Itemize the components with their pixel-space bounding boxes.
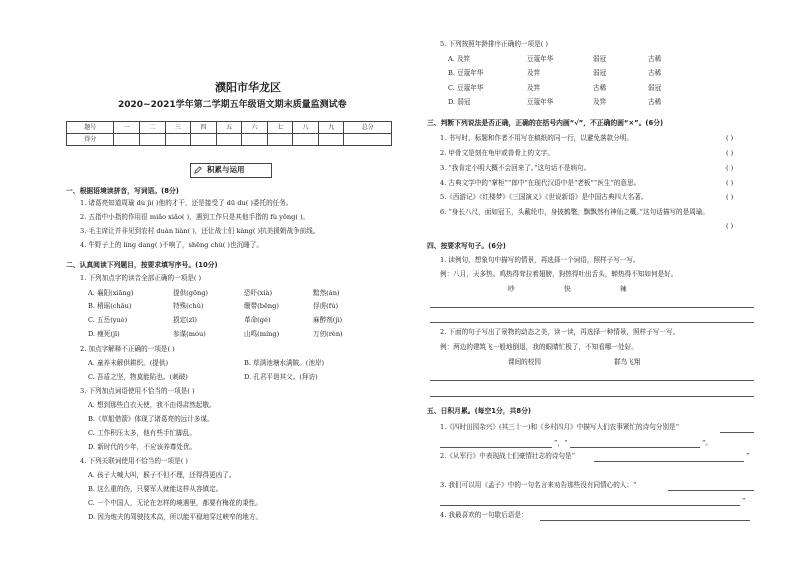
score-input-cell[interactable] bbox=[191, 134, 217, 146]
q2-option[interactable]: D. 孔君平诣其父。(拜访) bbox=[244, 373, 318, 381]
exam-region-title: 濮阳市华龙区 bbox=[215, 81, 281, 94]
s4-word: 课间的校园 bbox=[508, 358, 541, 366]
q1-option[interactable]: B. 稍瑶(chāu) bbox=[88, 302, 132, 310]
score-input-cell[interactable] bbox=[344, 134, 392, 146]
q2-option[interactable]: C. 吾盾之坚，物莫能陷也。(刺破) bbox=[88, 373, 188, 381]
s1-line[interactable]: 4. 牛野子上的 líng dang( )不响了，shēng chù( )也沉睡了。 bbox=[80, 241, 263, 249]
pencil-icon bbox=[194, 166, 202, 174]
s3-bracket[interactable]: ( ) bbox=[726, 222, 734, 230]
s3-item: 1. 书写时，标题和作者不用写在稿纸的同一行，以避免落款分明。 bbox=[440, 134, 634, 142]
score-cell: 总分 bbox=[344, 122, 392, 134]
score-input-cell[interactable] bbox=[318, 134, 344, 146]
score-cell: 六 bbox=[242, 122, 268, 134]
q1-option[interactable]: 黯然(àn) bbox=[313, 289, 340, 297]
q1-option[interactable]: 提供(gōng) bbox=[173, 289, 208, 297]
q1-option[interactable]: 俘虏(fú) bbox=[313, 302, 339, 310]
score-cell: 八 bbox=[293, 122, 319, 134]
answer-line[interactable] bbox=[440, 447, 552, 448]
s3-bracket[interactable]: ( ) bbox=[726, 193, 734, 201]
score-table-header-row bbox=[67, 122, 392, 134]
answer-line[interactable] bbox=[668, 490, 754, 491]
score-cell: 三 bbox=[165, 122, 191, 134]
q5-option[interactable]: 豆蔻年华 bbox=[527, 55, 554, 63]
q3-stem: 3. 下列加点词语使用不恰当的一项是( ) bbox=[80, 387, 195, 395]
q1-option[interactable]: A. 襄阳(xiāng) bbox=[88, 289, 134, 297]
q1-option[interactable]: 参谋(móu) bbox=[173, 330, 206, 338]
score-cell: 题号 bbox=[67, 122, 114, 134]
answer-line[interactable] bbox=[430, 307, 754, 308]
section-3-heading: 三、判断下列说法是否正确，正确的在括号内画“√”，不正确的画“×”。(6分) bbox=[427, 119, 664, 127]
q5-option[interactable]: D. 弱冠 bbox=[448, 98, 471, 106]
score-cell: 得分 bbox=[67, 134, 114, 146]
q5-option[interactable]: 古稀 bbox=[648, 98, 662, 106]
banner-label: 积累与运用 bbox=[207, 165, 245, 174]
score-cell: 九 bbox=[318, 122, 344, 134]
answer-line[interactable] bbox=[570, 447, 700, 448]
s4-word: 吵 bbox=[508, 285, 515, 293]
answer-line[interactable] bbox=[430, 322, 754, 323]
q1-option[interactable]: 损定(zī) bbox=[173, 316, 197, 324]
q1-option[interactable]: 万仞(rèn) bbox=[313, 330, 343, 338]
q1-option[interactable]: 麻醉剂(jì) bbox=[313, 316, 343, 324]
q5-option[interactable]: 古稀 bbox=[648, 55, 662, 63]
q5-option[interactable]: B. 豆蔻年华 bbox=[448, 69, 484, 77]
s4-word: 快 bbox=[564, 285, 571, 293]
s1-line[interactable]: 1. 诸葛亮知道周瑜 dù jì( )他的才干，还是接受了 dū du( )委托的任务。 bbox=[80, 199, 293, 207]
q4-option[interactable]: A. 孩子大喊大叫，猴子不但不理，还得得更凶了。 bbox=[88, 471, 236, 479]
score-input-cell[interactable] bbox=[267, 134, 293, 146]
s5-item: 4. 我最喜欢的一句歇后语是： bbox=[440, 511, 528, 519]
q5-option[interactable]: 弱冠 bbox=[593, 55, 607, 63]
q2-option[interactable]: A. 童养未解供耕织。(提供) bbox=[88, 359, 169, 367]
score-table-score-row bbox=[67, 134, 392, 146]
score-cell: 四 bbox=[191, 122, 217, 134]
q1-option[interactable]: 特殊(chǔ) bbox=[173, 302, 204, 310]
section-1-heading: 一、根据语境读拼音，写词语。(8分) bbox=[66, 187, 179, 195]
q1-option[interactable]: C. 五岳(yuè) bbox=[88, 316, 128, 324]
answer-line[interactable] bbox=[540, 520, 750, 521]
q5-option[interactable]: 及笄 bbox=[527, 84, 541, 92]
s1-line[interactable]: 2. 五指中小指的作用很 miǎo xiǎo( )，遇到工作只是其他手指的 fù yōng( )。 bbox=[80, 213, 310, 221]
q5-option[interactable]: 弱冠 bbox=[593, 69, 607, 77]
s3-item: 3. “我肯定小明大概不会回来了。”这句话不是病句。 bbox=[440, 164, 591, 172]
s1-line[interactable]: 3. 毛主席让并非见到农村 duàn liàn( )，还让战士们 kàng( )抗美援朝战争前线。 bbox=[80, 227, 320, 235]
score-input-cell[interactable] bbox=[165, 134, 191, 146]
s3-item: 2. 甲骨文是刻在龟甲或兽骨上的文字。 bbox=[440, 149, 554, 157]
s5-item: 2.《从军行》中表现战士们豪情壮志的诗句是“ bbox=[440, 452, 575, 460]
q1-option[interactable]: 恐吓(xià) bbox=[244, 289, 273, 297]
q1-option[interactable]: 山鸣(míng) bbox=[244, 330, 280, 338]
q4-option[interactable]: B. 这么重的伤，只要军人就能这样从容镇定。 bbox=[88, 485, 223, 493]
q5-option[interactable]: 古稀 bbox=[648, 69, 662, 77]
section-banner bbox=[190, 163, 272, 178]
s5-item: 1.《四时田园杂兴》(其三十一)和《乡村四月》中描写人们农事紧忙的诗句分别是“ bbox=[440, 423, 679, 431]
q4-option[interactable]: D. 因为炮夫的驾驶技术高，所以能平稳地穿过峡窄的地方。 bbox=[88, 513, 263, 521]
q5-option[interactable]: 古稀 bbox=[593, 84, 607, 92]
s5-item: 3. 我们可以用《孟子》中的一句名言来劝告那些没有同情心的人：“ bbox=[440, 481, 637, 489]
q1-option[interactable]: 革命(gé) bbox=[244, 316, 271, 324]
section-4-heading: 四、按要求写句子。(6分) bbox=[427, 242, 506, 250]
q5-option[interactable]: A. 及笄 bbox=[448, 55, 471, 63]
s4-q2-example: 例：两边的建筑飞一般地倒退，我的眼睛忙极了，不知看哪一处好。 bbox=[440, 343, 638, 351]
q3-option[interactable]: D. 新时代的少年，不应该养尊处优。 bbox=[88, 443, 197, 451]
s4-q1-example: 例：八月，天多热。鸡热得耷拉着翅膀，狗热得吐出舌头，蝉热得不知如何是好。 bbox=[440, 270, 678, 278]
s4-q1-stem: 1. 读例句，想象句中描写的情景，再选择一个词语，照样子写一写。 bbox=[440, 256, 640, 264]
q4-option[interactable]: C. 一个中国人，无论在怎样的境遇里，都要有梅花的秉性。 bbox=[88, 499, 262, 507]
score-input-cell[interactable] bbox=[139, 134, 165, 146]
answer-line[interactable] bbox=[720, 432, 754, 433]
q3-option[interactable]: C. 工作积压太多，他有些手忙脚乱。 bbox=[88, 429, 196, 437]
q5-option[interactable]: 弱冠 bbox=[648, 84, 662, 92]
q5-option[interactable]: C. 豆蔻年华 bbox=[448, 84, 484, 92]
q5-option[interactable]: 豆蔻年华 bbox=[527, 98, 554, 106]
q1-stem: 1. 下列加点字的读音全部正确的一项是( ) bbox=[80, 274, 202, 282]
s3-bracket[interactable]: ( ) bbox=[726, 164, 734, 172]
q3-option[interactable]: A. 想到那些白衣天使，我不由得肃然起敬。 bbox=[88, 401, 216, 409]
q5-option[interactable]: 及笄 bbox=[593, 98, 607, 106]
score-cell: 二 bbox=[139, 122, 165, 134]
s3-item: 6. “身长八尺，面如冠玉，头戴纶巾，身披鹤氅，飘飘然有神仙之概。”这句话描写的是周瑜。 bbox=[440, 208, 709, 216]
score-input-cell[interactable] bbox=[216, 134, 242, 146]
s4-word: 群鸟飞翔 bbox=[614, 358, 641, 366]
exam-title: 2020~2021学年第二学期五年级语文期末质量监测试卷 bbox=[118, 100, 347, 110]
s4-q2-stem: 2. 下面的句子写出了景物的动态之美，读一读，再选择一种情景，照样子写一写。 bbox=[440, 328, 680, 336]
answer-line[interactable] bbox=[430, 396, 754, 397]
q1-option[interactable]: 绷带(bēng) bbox=[244, 302, 279, 310]
answer-line[interactable] bbox=[594, 461, 744, 462]
s3-item: 5.《西游记》《红楼梦》《三国演义》《世说新语》是中国古典四大名著。 bbox=[440, 193, 648, 201]
s3-item: 4. 古典文学中的“掌柜”“郎中”在现代汉语中是“老板”“医生”的意思。 bbox=[440, 179, 641, 187]
q1-option[interactable]: D. 瘦死(jī) bbox=[88, 330, 120, 338]
s3-bracket[interactable]: ( ) bbox=[726, 179, 734, 187]
score-input-cell[interactable] bbox=[242, 134, 268, 146]
answer-line[interactable] bbox=[440, 505, 740, 506]
section-2-heading: 二、认真阅读下列题目，按要求填写序号。(10分) bbox=[66, 261, 218, 269]
q2-option[interactable]: B. 草满池塘水满陂。(池岸) bbox=[244, 359, 325, 367]
q5-option[interactable]: 及笄 bbox=[527, 69, 541, 77]
q3-option[interactable]: B.《草船借箭》体现了诸葛亮的远计多谋。 bbox=[88, 415, 214, 423]
score-cell: 七 bbox=[267, 122, 293, 134]
s4-word: 辣 bbox=[620, 285, 627, 293]
q5-stem: 5. 下列按照年龄排序正确的一项是( ) bbox=[440, 40, 548, 48]
section-5-heading: 五、日积月累。(每空1分，共8分) bbox=[427, 407, 532, 415]
q2-stem: 2. 加点字解释不正确的一项是( ) bbox=[80, 345, 175, 353]
s3-bracket[interactable]: ( ) bbox=[726, 149, 734, 157]
score-input-cell[interactable] bbox=[114, 134, 140, 146]
answer-line[interactable] bbox=[430, 380, 754, 381]
score-cell: 一 bbox=[114, 122, 140, 134]
s3-bracket[interactable]: ( ) bbox=[726, 134, 734, 142]
score-input-cell[interactable] bbox=[293, 134, 319, 146]
score-cell: 五 bbox=[216, 122, 242, 134]
score-table bbox=[66, 121, 392, 146]
q4-stem: 4. 下列关联词使用不恰当的一项是( ) bbox=[80, 457, 188, 465]
